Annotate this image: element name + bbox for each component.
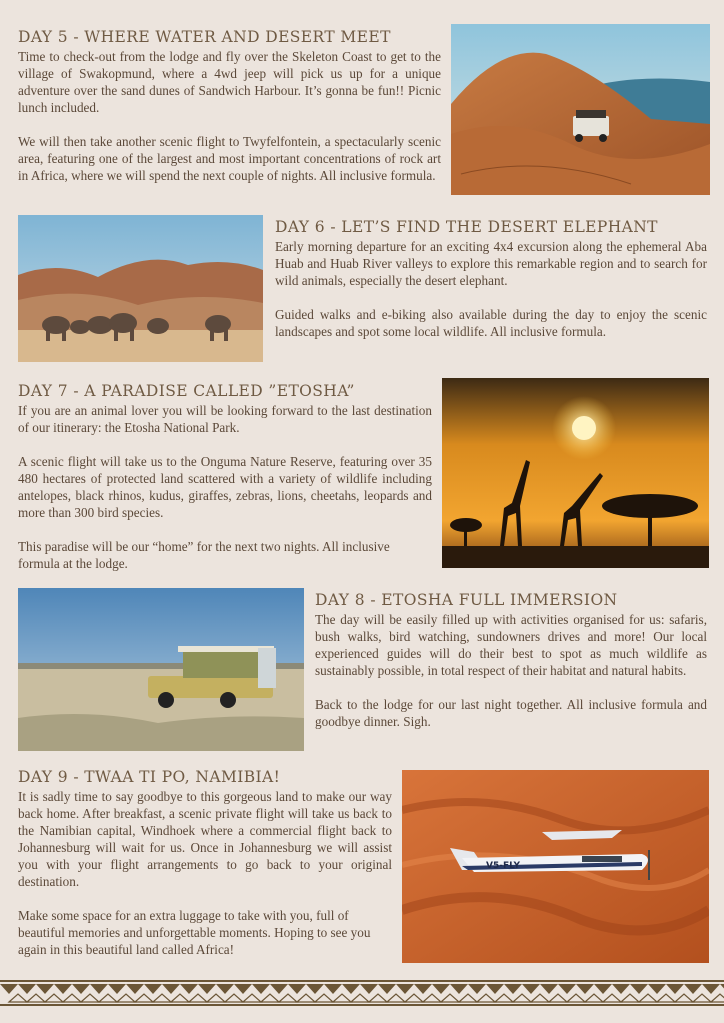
day-6-section bbox=[275, 218, 707, 340]
day-7-section bbox=[18, 382, 432, 572]
plane-over-dunes-photo bbox=[402, 770, 709, 963]
day-9-paragraph-2: Make some space for an extra luggage to take with you, full of beautiful memories and unforgettable moments. Hoping to see you again in this beautiful land called Africa! bbox=[18, 908, 371, 957]
day-7-title: DAY 7 - A PARADISE CALLED ”ETOSHA” bbox=[18, 382, 355, 400]
day-5-paragraph-1: Time to check-out from the lodge and fly over the Skeleton Coast to get to the village of Swakopmund, where a 4wd jeep will pick us up for a unique adventure over the sand dunes of Sandwich Harbour. It’s gonna be fun!! Picnic lunch included. bbox=[18, 49, 441, 115]
day-8-title: DAY 8 - ETOSHA FULL IMMERSION bbox=[315, 591, 618, 609]
day-9-paragraph-1: It is sadly time to say goodbye to this gorgeous land to make our way back home. After breakfast, a scenic private flight will take us back to the Namibian capital, Windhoek where a commercial flight back to Johannesburg will wait for us. Once in Johannesburg we will assist you with your flight arrangements to go back to your original destination. bbox=[18, 789, 392, 889]
giraffes-sunset-photo bbox=[442, 378, 709, 568]
day-5-title: DAY 5 - WHERE WATER AND DESERT MEET bbox=[18, 28, 391, 46]
day-8-paragraph-1: The day will be easily filled up with activities organised for us: safaris, bush walks, bird watching, sundowners drives and more! Our local experienced guides will do their best to spot as much wildlife as sustainably possible, in total respect of their habitat and natural habits. bbox=[315, 612, 707, 678]
day-6-title: DAY 6 - LET’S FIND THE DESERT ELEPHANT bbox=[275, 218, 658, 236]
day-8-paragraph-2: Back to the lodge for our last night together. All inclusive formula and goodbye dinner. Sigh. bbox=[315, 697, 707, 729]
decorative-border-pattern bbox=[0, 980, 724, 1006]
day-5-section bbox=[18, 28, 441, 184]
day-7-paragraph-2: A scenic flight will take us to the Onguma Nature Reserve, featuring over 35 480 hectares of protected land scattered with a variety of wildlife including antelopes, black rhinos, kudus, giraffes, zebras, lions, cheetahs, leopards and more than 300 bird species. bbox=[18, 454, 432, 520]
day-7-paragraph-1: If you are an animal lover you will be looking forward to the last destination of our itinerary: the Etosha National Park. bbox=[18, 403, 432, 435]
day-9-section bbox=[18, 768, 392, 958]
day-9-title: DAY 9 - TWAA TI PO, NAMIBIA! bbox=[18, 768, 281, 786]
plane-registration: V5-FLY bbox=[486, 861, 520, 871]
dunes-jeep-photo bbox=[451, 24, 710, 195]
day-5-paragraph-2: We will then take another scenic flight to Twyfelfontein, a spectacularly scenic area, featuring one of the largest and most important concentrations of rock art in Africa, where we will spend the next couple of nights. All inclusive formula. bbox=[18, 134, 441, 183]
day-6-paragraph-2: Guided walks and e-biking also available during the day to enjoy the scenic landscapes and spot some local wildlife. All inclusive formula. bbox=[275, 307, 707, 339]
day-6-paragraph-1: Early morning departure for an exciting 4x4 excursion along the ephemeral Aba Huab and Huab River valleys to explore this remarkable region and to search for wild animals, especially the desert elephant. bbox=[275, 239, 707, 288]
day-8-section bbox=[315, 591, 707, 730]
day-7-paragraph-3: This paradise will be our “home” for the next two nights. All inclusive formula at the lodge. bbox=[18, 539, 390, 571]
safari-jeep-photo bbox=[18, 588, 304, 751]
desert-elephants-photo bbox=[18, 215, 263, 362]
